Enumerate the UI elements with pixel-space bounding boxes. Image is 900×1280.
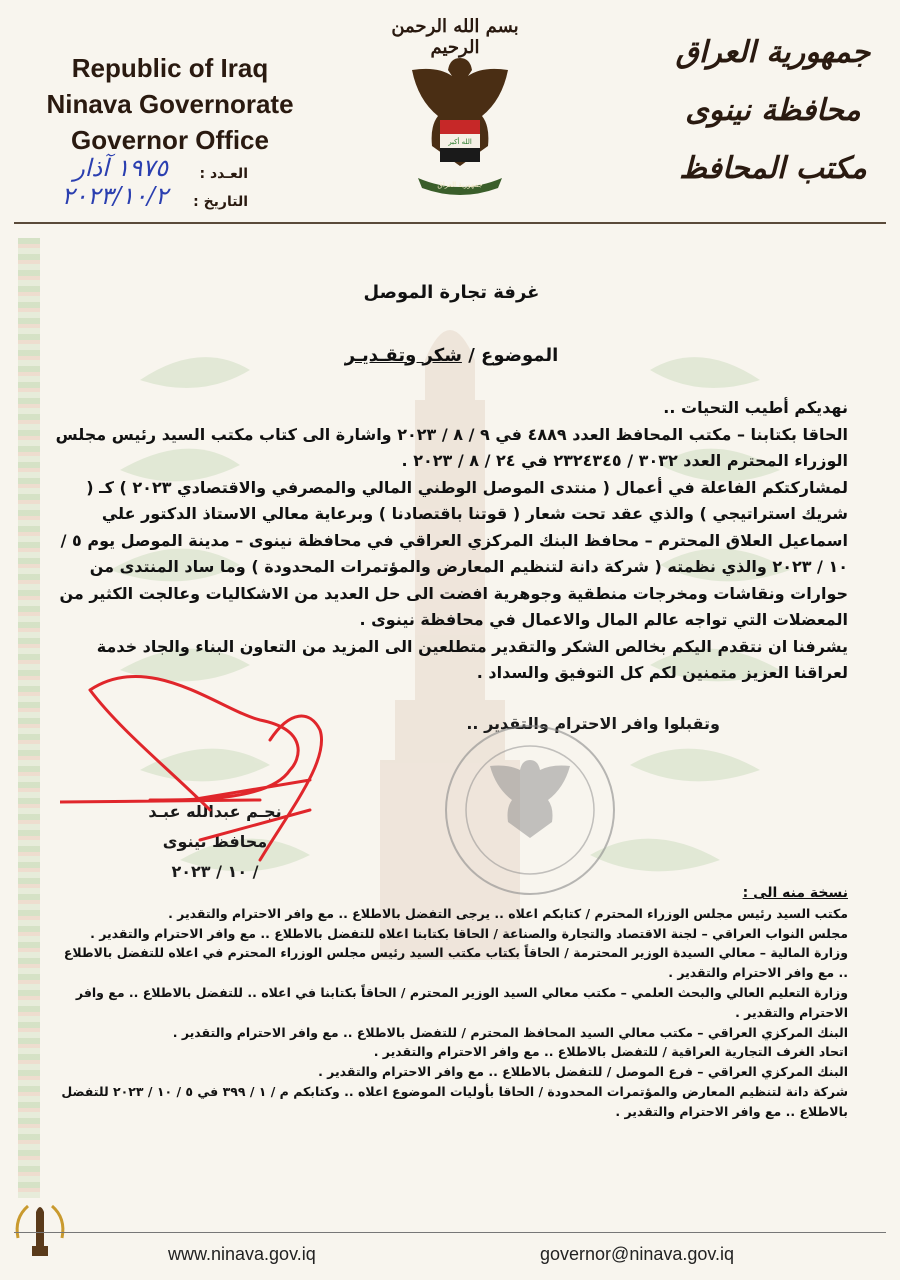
copy-item: مكتب السيد رئيس مجلس الوزراء المحترم / كتابكم اعلاه .. يرجى التفضل بالاطلاع .. مع وافر الاحترام والتقدير . [168, 905, 848, 921]
footer-divider [14, 1232, 886, 1233]
header-divider [14, 222, 886, 224]
addressee: غرفة تجارة الموصل [363, 282, 540, 303]
copy-item: شركة دانة لتنظيم المعارض والمؤتمرات المحدودة / الحاقا بأوليات الموضوع اعلاه .. وكتابكم م / ١ / ٣٩٩ في ٥ / ١٠ / ٢٠٢٣ للتفضل بالاطلاع .. مع وافر الاحترام والتقدير . [61, 1083, 848, 1119]
copy-item: وزارة التعليم العالي والبحث العلمي – مكتب معالي السيد الوزير المحترم / الحاقاً بكتابنا في اعلاه .. للتفضل بالاطلاع .. مع وافر الاحترام والتقدير . [75, 984, 848, 1020]
header-en-country: Republic of Iraq [71, 53, 269, 83]
date-label: التاريخ : [193, 194, 248, 210]
paragraph-1: الحاقا بكتابنا – مكتب المحافظ العدد ٤٨٨٩ في ٩ / ٨ / ٢٠٢٣ واشارة الى كتاب مكتب السيد رئيس مجلس الوزراء المحترم العدد ٣٠٣٢ / ٢٣٢٤٣٤٥ في ٢٤ / ٨ / ٢٠٢٣ . [55, 424, 848, 470]
decorative-border [18, 238, 40, 1198]
copy-item: البنك المركزي العراقي – فرع الموصل / للتفضل بالاطلاع .. مع وافر الاحترام والتقدير . [318, 1064, 848, 1080]
header-english [20, 50, 320, 158]
subject-line [55, 343, 848, 370]
signatory-title: محافظ نينوى [162, 832, 268, 851]
subject-label: الموضوع / [468, 344, 559, 366]
signature-date: / ١٠ / ٢٠٢٣ [171, 862, 259, 881]
official-stamp-icon [440, 720, 620, 900]
iraq-eagle-emblem-icon [400, 50, 520, 200]
signature-block [125, 797, 305, 887]
emblem-text-top: الله أكبر [448, 138, 472, 146]
copy-item: البنك المركزي العراقي – مكتب معالي السيد المحافظ المحترم / للتفضل بالاطلاع .. مع وافر الاحترام والتقدير . [172, 1024, 848, 1040]
letter-body [55, 280, 848, 687]
emblem-text-bottom: جمهورية العراق [437, 181, 483, 189]
basmala: بسم الله الرحمن الرحيم [391, 16, 519, 58]
paragraph-2: لمشاركتكم الفاعلة في أعمال ( منتدى الموصل الوطني المالي والمصرفي والاقتصادي ٢٠٢٣ ) كـ ( شريك استراتيجي ) والذي عقد تحت شعار ( قوتنا باقتصادنا ) وبرعاية معالي الاستاذ الدكتور علي اسماعيل العلاق المحترم – محافظ البنك المركزي العراقي في محافظة نينوى – مدينة الموصل يوم ٥ / ١٠ / ٢٠٢٣ والذي نظمته ( شركة دانة لتنظيم المعارض والمؤتمرات المحدودة ) وما ساد المنتدى من حوارات ونقاشات ومخرجات منطقية وجوهرية افضت الى حل العديد من الاشكاليات وعالجت الكثير من المعضلات التي تواجه عالم المال والاعمال في محافظة نينوى . [59, 477, 848, 629]
copies-list [55, 884, 848, 1122]
date-handwritten: ٢٠٢٣/١٠/٢ [61, 182, 168, 210]
greeting: نهديكم أطيب التحيات .. [663, 398, 848, 417]
website-link[interactable]: www.ninava.gov.iq [168, 1244, 316, 1264]
copy-item: وزارة المالية – معالي السيدة الوزير المحترمة / الحاقاً بكتاب مكتب السيد رئيس مجلس الوزراء المحترم في اعلاه للتفضل بالاطلاع .. مع وافر الاحترام والتقدير . [63, 945, 848, 981]
copy-item: مجلس النواب العراقي – لجنة الاقتصاد والتجارة والصناعة / الحاقا بكتابنا اعلاه للتفضل بالاطلاع .. مع وافر الاحترام والتقدير . [90, 925, 848, 941]
header-en-office: Governor Office [71, 125, 269, 155]
signatory-name: نجـم عبدالله عبـد [148, 802, 282, 821]
closing-line: وتقبلوا وافر الاحترام والتقدير .. [466, 714, 720, 733]
email-link[interactable]: governor@ninava.gov.iq [540, 1244, 735, 1264]
copy-item: اتحاد الغرف التجارية العراقية / للتفضل بالاطلاع .. مع وافر الاحترام والتقدير . [373, 1044, 848, 1060]
subject-value: شكر وتقـديـر [344, 344, 462, 366]
footer [0, 1236, 900, 1272]
copies-heading: نسخة منه الى : [742, 885, 848, 901]
header-ar-office: مكتب المحافظ [679, 151, 867, 186]
number-label: العـدد : [199, 166, 248, 182]
header-arabic [668, 24, 878, 198]
number-handwritten: ١٩٧٥ آذار [73, 154, 168, 182]
paragraph-3: يشرفنا ان نتقدم اليكم بخالص الشكر والتقدير متطلعين الى المزيد من التعاون البناء والجاد خدمة لعراقنا العزيز متمنين لكم كل التوفيق والسداد . [96, 636, 848, 682]
header-ar-country: جمهورية العراق [675, 35, 871, 70]
reference-block [8, 154, 248, 216]
header-en-governorate: Ninava Governorate [46, 89, 294, 119]
header-ar-governorate: محافظة نينوى [685, 93, 861, 128]
